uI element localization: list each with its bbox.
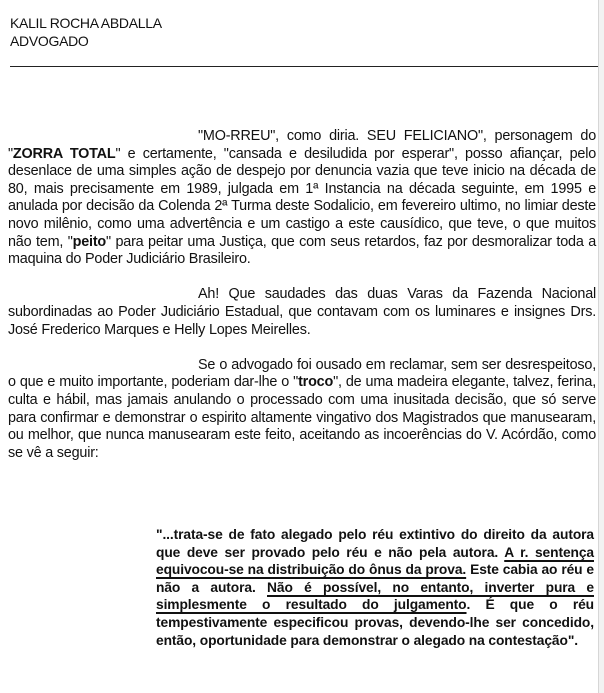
paragraph-2: Ah! Que saudades das duas Varas da Fazenda Nacional subordinadas ao Poder Judiciário Estadual, que contavam com os luminares e insignes Drs. José Frederico Marques e Helly Lopes Meirelles. bbox=[8, 286, 596, 338]
p1-bold-zorra-total: ZORRA TOTAL bbox=[12, 145, 116, 162]
p3-bold-troco: troco bbox=[298, 374, 334, 391]
quote-underlined-1: A r. sentença equivocou-se na distribuição do ônus da prova. bbox=[156, 544, 594, 578]
lawyer-name: KALIL ROCHA ABDALLA bbox=[10, 15, 162, 31]
quote-underlined-2: Não é possível, no entanto, inverter pura e simplesmente o resultado do julgamento bbox=[156, 579, 594, 613]
document-body bbox=[8, 128, 596, 480]
p1-bold-peito: peito bbox=[72, 233, 107, 250]
p1-text-c: " e certamente, "cansada e desiludida por esperar", posso afiançar, pelo desenlace de uma simples ação de despejo por denuncia vazia que teve inicio na década de 80, mais precisamente em 1989, julgada em 1ª Instancia na década seguinte, em 1995 e anulada por decisão da Colenda 2ª Turma deste Sodalicio, em fevereiro ultimo, no limiar deste novo milênio, como uma advertência e um castigo a este causídico, que teve, o que muitos não tem, " bbox=[8, 145, 596, 250]
quote-part-3: Este cabia ao réu e não a autora. bbox=[156, 562, 594, 595]
letterhead-divider bbox=[10, 66, 604, 67]
paragraph-3 bbox=[8, 357, 596, 463]
paragraph-1 bbox=[8, 128, 596, 269]
p1-text-e: " para peitar uma Justiça, que com seus retardos, faz por desmoralizar toda a maquina do Poder Judiciário Brasileiro. bbox=[8, 233, 596, 268]
p3-text-c: ", de uma madeira elegante, talvez, ferina, culta e hábil, mas jamais anulando o processado com uma inusitada decisão, que só serve para confirmar e demonstrar o espirito altamente vingativo dos Magistrados que manusearam, ou melhor, que nunca manusearam este feito, aceitando as incoerências do V. Acórdão, como se vê a seguir: bbox=[8, 374, 596, 461]
p1-text-a: "MO-RREU", como diria. SEU FELICIANO", personagem do " bbox=[8, 128, 596, 162]
quote-part-1: "...trata-se de fato alegado pelo réu extintivo do direito da autora que deve ser provado pelo réu e não pela autora. bbox=[156, 527, 594, 560]
scrollbar-track[interactable] bbox=[598, 0, 604, 693]
lawyer-title: ADVOGADO bbox=[10, 33, 89, 49]
quoted-judgment bbox=[156, 526, 594, 649]
letterhead bbox=[10, 14, 162, 50]
quote-part-5: . É que o réu tempestivamente especificou provas, devendo-lhe ser concedido, então, oportunidade para demonstrar o alegado na contestação". bbox=[156, 597, 594, 648]
p3-text-a: Se o advogado foi ousado em reclamar, sem ser desrespeitoso, o que e muito importante, poderiam dar-lhe o " bbox=[8, 356, 596, 391]
